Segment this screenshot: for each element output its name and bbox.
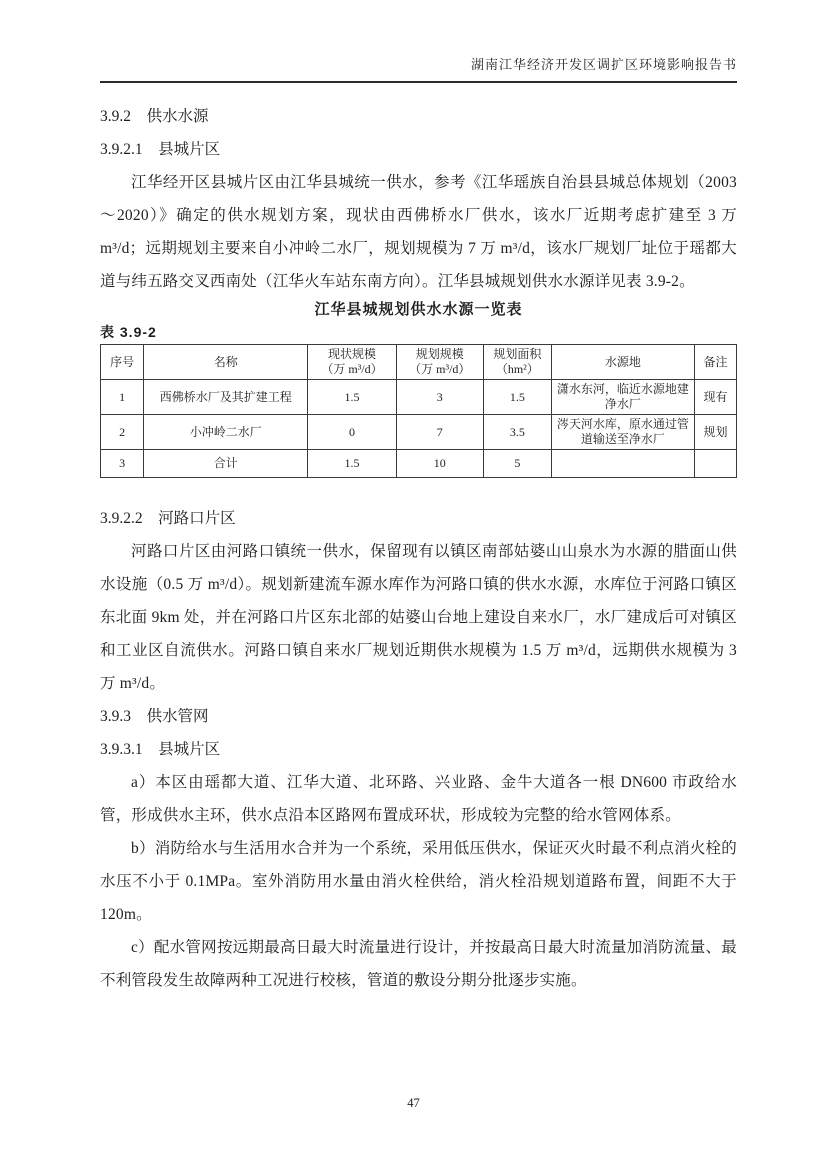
table-cell: 规划	[694, 415, 736, 450]
paragraph-item-a: a）本区由瑶都大道、江华大道、北环路、兴业路、金牛大道各一根 DN600 市政给水管，形成供水主环，供水点沿本区路网布置成环状，形成较为完整的给水管网体系。	[100, 774, 737, 824]
table-row	[101, 380, 737, 415]
table-header-cell: 名称	[144, 345, 308, 380]
table-header-cell: 水源地	[551, 345, 694, 380]
table-caption-number: 表 3.9-2	[100, 324, 157, 340]
section-heading-3-9-3-1: 3.9.3.1 县城片区	[100, 741, 221, 758]
table-cell: 2	[101, 415, 144, 450]
table-cell: 1.5	[483, 380, 551, 415]
table-cell: 涔天河水库，原水通过管道输送至净水厂	[551, 415, 694, 450]
table-cell: 3.5	[483, 415, 551, 450]
table-cell: 合计	[144, 450, 308, 478]
page-footer	[0, 1095, 827, 1111]
table-header-cell: 规划面积 （hm²）	[483, 345, 551, 380]
paragraph-heluokou-water-source: 河路口片区由河路口镇统一供水，保留现有以镇区南部姑婆山山泉水为水源的腊面山供水设施（0.5 万 m³/d）。规划新建流车源水库作为河路口镇的供水水源，水库位于河路口镇区东北面 9km 处，并在河路口片区东北部的姑婆山台地上建设自来水厂，水厂建成后可对镇区和工业区自流供水。河路口镇自来水厂规划近期供水规模为 1.5 万 m³/d，远期供水规模为 3 万 m³/d。	[100, 543, 737, 692]
table-cell: 1	[101, 380, 144, 415]
water-source-table	[100, 344, 737, 478]
section-heading-3-9-2: 3.9.2 供水水源	[100, 108, 209, 125]
table-row-total	[101, 450, 737, 478]
table-cell: 西佛桥水厂及其扩建工程	[144, 380, 308, 415]
table-row	[101, 415, 737, 450]
page-number: 47	[407, 1096, 420, 1110]
section-heading-3-9-2-1: 3.9.2.1 县城片区	[100, 141, 221, 158]
table-cell: 潇水东河，临近水源地建净水厂	[551, 380, 694, 415]
table-cell: 现有	[694, 380, 736, 415]
section-heading-3-9-2-2: 3.9.2.2 河路口片区	[100, 510, 236, 527]
document-body	[100, 100, 737, 997]
table-cell: 7	[396, 415, 483, 450]
table-header-cell: 现状规模 （万 m³/d）	[308, 345, 396, 380]
table-cell: 3	[101, 450, 144, 478]
table-title: 江华县城规划供水水源一览表	[314, 301, 523, 318]
table-cell	[694, 450, 736, 478]
page-header	[100, 54, 737, 83]
table-header-cell: 规划规模 （万 m³/d）	[396, 345, 483, 380]
paragraph-county-water-source: 江华经开区县城片区由江华县城统一供水，参考《江华瑶族自治县县城总体规划（2003～2020）》确定的供水规划方案，现状由西佛桥水厂供水，该水厂近期考虑扩建至 3 万 m³/d；远期规划主要来自小冲岭二水厂，规划规模为 7 万 m³/d，该水厂规划厂址位于瑶都大道与纬五路交叉西南处（江华火车站东南方向）。江华县城规划供水水源详见表 3.9-2。	[100, 174, 737, 290]
table-header-row	[101, 345, 737, 380]
table-header-cell: 备注	[694, 345, 736, 380]
table-cell: 0	[308, 415, 396, 450]
table-cell: 3	[396, 380, 483, 415]
paragraph-item-c: c）配水管网按远期最高日最大时流量进行设计，并按最高日最大时流量加消防流量、最不利管段发生故障两种工况进行校核，管道的敷设分期分批逐步实施。	[100, 939, 737, 989]
section-heading-3-9-3: 3.9.3 供水管网	[100, 708, 209, 725]
table-cell: 10	[396, 450, 483, 478]
table-cell	[551, 450, 694, 478]
table-cell: 5	[483, 450, 551, 478]
table-cell: 1.5	[308, 450, 396, 478]
page-header-title: 湖南江华经济开发区调扩区环境影响报告书	[470, 57, 737, 72]
table-cell: 小冲岭二水厂	[144, 415, 308, 450]
paragraph-item-b: b）消防给水与生活用水合并为一个系统，采用低压供水，保证灭火时最不利点消火栓的水压不小于 0.1MPa。室外消防用水量由消火栓供给，消火栓沿规划道路布置，间距不大于 120m。	[100, 840, 737, 923]
table-cell: 1.5	[308, 380, 396, 415]
table-header-cell: 序号	[101, 345, 144, 380]
